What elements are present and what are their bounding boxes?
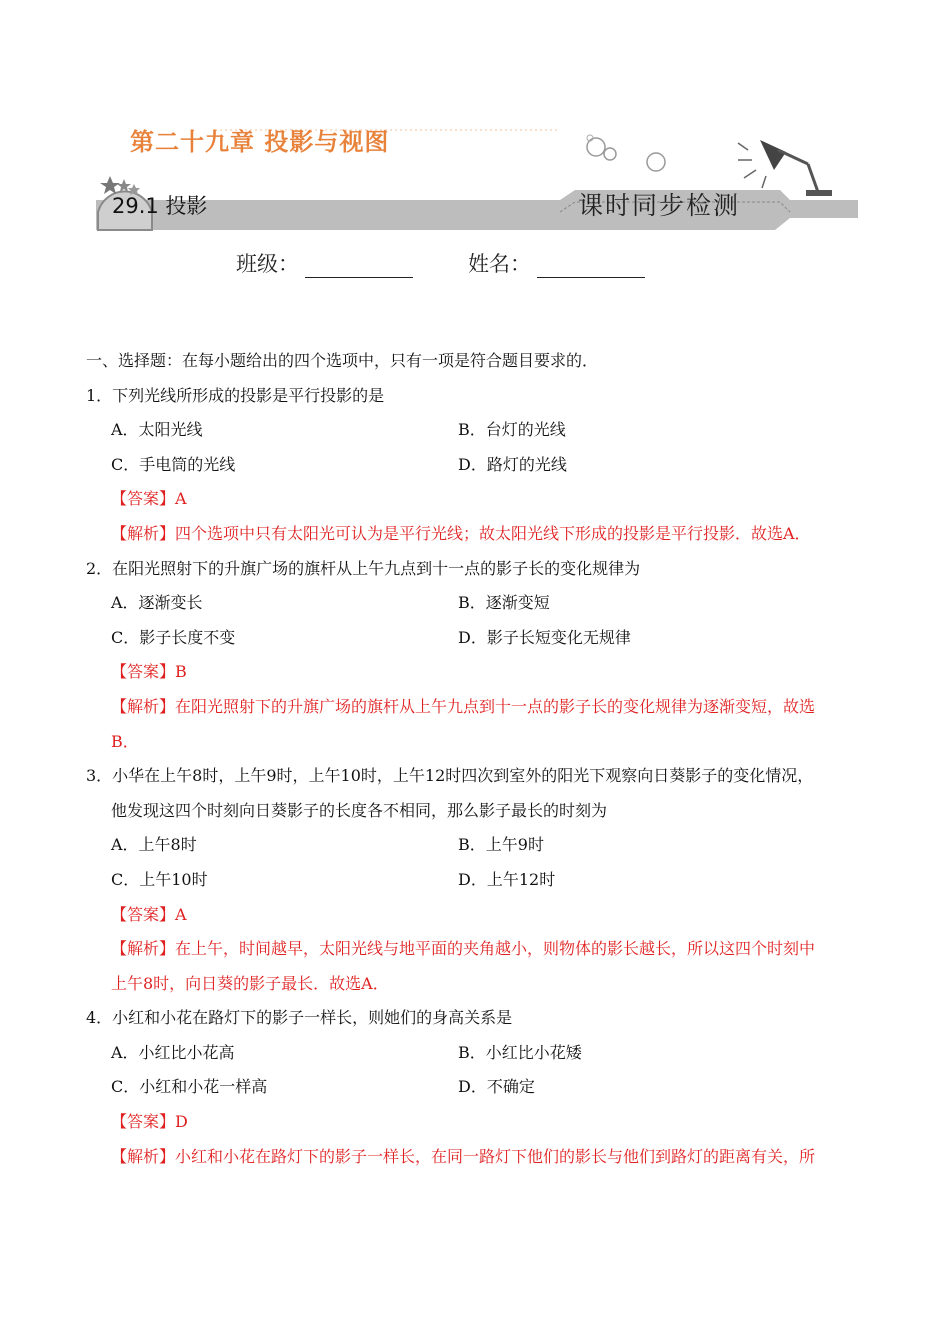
question-stem: 4．小红和小花在路灯下的影子一样长，则她们的身高关系是 [86, 1008, 513, 1028]
page-header [0, 0, 950, 300]
question [86, 759, 876, 1001]
option-d: D．影子长短变化无规律 [458, 627, 631, 647]
option-c: C．小红和小花一样高 [111, 1077, 268, 1097]
option-row [86, 586, 876, 621]
option-b: B．逐渐变短 [458, 593, 550, 613]
option-row [86, 448, 876, 483]
bubble-icon [604, 148, 616, 160]
analysis: 【解析】小红和小花在路灯下的影子一样长，在同一路灯下他们的影长与他们到路灯的距离有关，所 [111, 1146, 816, 1166]
option-row [86, 413, 876, 448]
question [86, 379, 876, 552]
chapter-title: 第二十九章 投影与视图 [130, 128, 390, 156]
name-label: 姓名： [468, 252, 531, 276]
option-c: C．手电筒的光线 [111, 454, 236, 474]
option-row [86, 828, 876, 863]
section-title: 29.1 投影 [112, 194, 208, 218]
bubble-icon [647, 153, 665, 171]
answer: 【答案】B [111, 662, 187, 682]
answer: 【答案】D [111, 1112, 188, 1132]
analysis: 【解析】在上午，时间越早，太阳光线与地平面的夹角越小，则物体的影长越长，所以这四个时刻中 [111, 939, 816, 959]
option-b: B．上午9时 [458, 835, 544, 855]
answer: 【答案】A [111, 489, 187, 509]
class-label: 班级： [236, 252, 299, 276]
option-c: C．影子长度不变 [111, 627, 236, 647]
question [86, 1001, 876, 1174]
option-a: A．小红比小花高 [111, 1042, 235, 1062]
option-b: B．小红比小花矮 [458, 1042, 582, 1062]
option-row [86, 621, 876, 656]
class-blank [305, 255, 413, 278]
question-stem-cont: 他发现这四个时刻向日葵影子的长度各不相同，那么影子最长的时刻为 [111, 800, 608, 820]
option-a: A．逐渐变长 [111, 593, 203, 613]
option-row [86, 863, 876, 898]
analysis-cont: 上午8时，向日葵的影子最长．故选A． [111, 973, 389, 993]
option-a: A．上午8时 [111, 835, 197, 855]
name-field [468, 248, 645, 278]
class-field [236, 248, 413, 278]
answer: 【答案】A [111, 904, 187, 924]
section-heading: 一、选择题：在每小题给出的四个选项中，只有一项是符合题目要求的． [86, 351, 599, 370]
question-stem: 3．小华在上午8时，上午9时，上午10时，上午12时四次到室外的阳光下观察向日葵影子的变化情况， [86, 766, 814, 786]
option-d: D．上午12时 [458, 869, 556, 889]
option-d: D．不确定 [458, 1077, 535, 1097]
option-c: C．上午10时 [111, 869, 208, 889]
question-list [86, 344, 876, 1174]
name-blank [537, 255, 645, 278]
option-a: A．太阳光线 [111, 420, 203, 440]
option-d: D．路灯的光线 [458, 454, 567, 474]
question-stem: 1．下列光线所形成的投影是平行投影的是 [86, 385, 385, 405]
analysis: 【解析】在阳光照射下的升旗广场的旗杆从上午九点到十一点的影子长的变化规律为逐渐变短，故选 [111, 696, 816, 716]
banner-band [96, 190, 858, 230]
desk-lamp-icon [738, 140, 832, 196]
sync-check-label: 课时同步检测 [578, 191, 741, 220]
analysis: 【解析】四个选项中只有太阳光可认为是平行光线；故太阳光线下形成的投影是平行投影．故选A． [111, 523, 811, 543]
analysis-cont: B． [111, 731, 139, 751]
option-row [86, 1070, 876, 1105]
option-row [86, 1036, 876, 1071]
question-stem: 2．在阳光照射下的升旗广场的旗杆从上午九点到十一点的影子长的变化规律为 [86, 558, 641, 578]
question [86, 552, 876, 760]
option-b: B．台灯的光线 [458, 420, 566, 440]
